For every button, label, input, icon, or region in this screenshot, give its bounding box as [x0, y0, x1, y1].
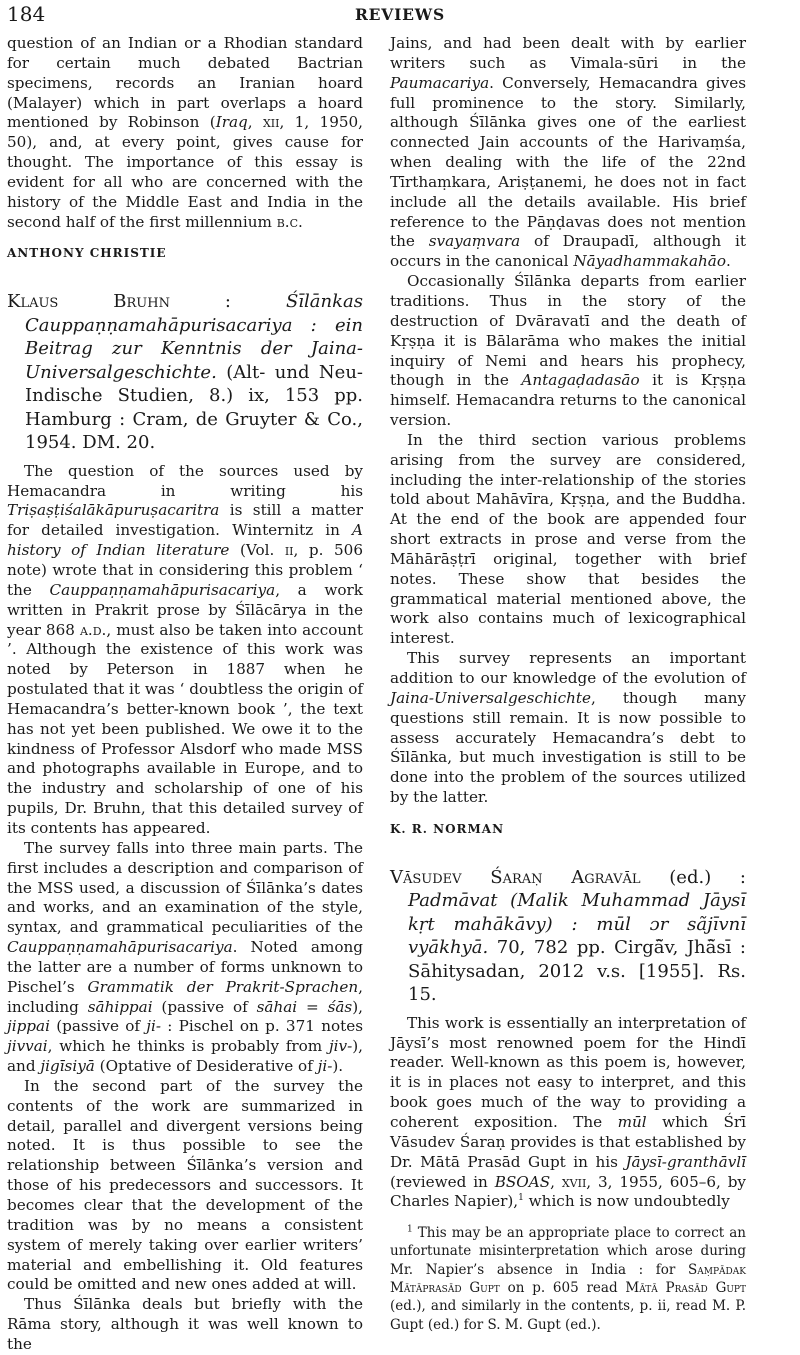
review-paragraph: Thus Śīlānka deals but briefly with the Rāma story, although it was well known to the [7, 1295, 363, 1353]
review-paragraph: This survey represents an important addition to our knowledge of the evolution of Jaina-Universalgeschichte, though many questions still remain. It is now possible to assess accurately Hemacandra’s debt to Śīlānka, but much investigation is still to be done into the problem of the sources utilized by the latter. [390, 649, 746, 807]
running-head: REVIEWS [355, 5, 445, 24]
review-paragraph: The question of the sources used by Hemacandra in writing his Triṣaṣṭiśalākāpuruṣacaritra is still a matter for detailed investigation. Winternitz in A history of Indian literature (Vol. ii, p. 506 note) wrote that in considering this problem ‘ the Cauppaṇṇamahāpurisacariya, a work written in Prakrit prose by Śīlācārya in the year 868 a.d., must also be taken into account ’. Although the existence of this work was noted by Peterson in 1887 when he postulated that it was ‘ doubtless the origin of Hemacandra’s better-known book ’, the text has not yet been published. We owe it to the kindness of Professor Alsdorf who made MSS and photographs available in Europe, and to the industry and scholarship of one of his pupils, Dr. Bruhn, that this detailed survey of its contents has appeared. [7, 461, 364, 837]
previous-review-continuation: question of an Indian or a Rhodian standard for certain much debated Bactrian specimens, records an Iranian hoard (Malayer) which in part overlaps a hoard mentioned by Robinson (Iraq, xii, 1, 1950, 50), and, at every point, gives cause for thought. The importance of this essay is evident for all who are concerned with the history of the Middle East and India in the second half of the first millennium b.c. [7, 34, 364, 231]
review-heading-agraval: Vāsudev Śaraṇ Agravāl (ed.) : Padmāvat (Malik Muhammad Jāysī kṛt mahākāvy) : mūl ɔr sãjīvnī vyākhyā. 70, 782 pp. Cirgā̃v, Jhā̃sī : Sāhitysadan, 2012 v.s. [1955]. Rs. 15. [390, 866, 746, 1006]
review-heading-bruhn: Klaus Bruhn : Śīlānkas Cauppaṇṇamahāpurisacariya : ein Beitrag zur Kenntnis der Jaina-Universalgeschichte. (Alt- und Neu-Indische Studien, 8.) ix, 153 pp. Hamburg : Cram, de Gruyter & Co., 1954. DM. 20. [7, 291, 363, 454]
footnote-reference[interactable]: 1 [518, 1193, 524, 1204]
reviewer-signature: ANTHONY CHRISTIE [7, 246, 167, 261]
review-paragraph: Occasionally Śīlānka departs from earlier traditions. Thus in the story of the destruction of Dvāravatī and the death of Kṛṣṇa it is Bālarāma who makes the initial inquiry of Nemi and hears his prophecy, though in the Antagaḍadasāo it is Kṛṣṇa himself. Hemacandra returns to the canonical version. [390, 272, 746, 430]
review-paragraph: This work is essentially an interpretation of Jāysī’s most renowned poem for the Hindī reader. Well-known as this poem is, however, it is in places not easy to interpret, and this book goes much of the way to providing a coherent exposition. The mūl which Śrī Vāsudev Śaraṇ provides is that established by Dr. Mātā Prasād Gupt in his Jāysī-granthāvlī (reviewed in BSOAS, xvii, 3, 1955, 605–6, by Charles Napier),$^1$ which is now undoubtedly [390, 1013, 747, 1211]
right-column [390, 34, 746, 1334]
review-paragraph: In the third section various problems arising from the survey are considered, including the inter-relationship of the stories told about Mahāvīra, Kṛṣṇa, and the Buddha. At the end of the book are appended four short extracts in prose and verse from the Māhārāṣṭrī original, together with brief notes. These show that besides the grammatical material mentioned above, the work also contains much of lexicographical interest. [390, 430, 746, 648]
footnote-marker: 1 [407, 1224, 413, 1235]
reviewer-signature: K. R. NORMAN [390, 821, 505, 836]
review-paragraph: Jains, and had been dealt with by earlier writers such as Vimala-sūri in the Paumacariya. Conversely, Hemacandra gives full prominence to the story. Similarly, although Śīlānka gives one of the earliest connected Jain accounts of the Harivaṃśa, when dealing with the life of the 22nd Tīrthaṃkara, Ariṣṭanemi, he does not in fact include all the details available. His brief reference to the Pāṇḍavas does not mention the svayaṃvara of Draupadī, although it occurs in the canonical Nāyadhammakahāo. [390, 34, 746, 271]
page-number: 184 [7, 2, 46, 26]
left-column [7, 34, 363, 1355]
review-paragraph: In the second part of the survey the contents of the work are summarized in detail, parallel and divergent versions being noted. It is thus possible to see the relationship between Śīlānka’s version and those of his predecessors and successors. It becomes clear that the development of the tradition was by no means a consistent system of merely taking over earlier writers’ material and embellishing it. Old features could be omitted and new ones added at will. [7, 1076, 363, 1294]
footnote: $^1$ This may be an appropriate place to correct an unfortunate misinterpretation which arose during Mr. Napier’s absence in India : for Saṃpādak Mātāprasād Gupt on p. 605 read Mātā Prasād Gupt (ed.), and similarly in the contents, p. ii, read M. P. Gupt (ed.) for S. M. Gupt (ed.). [390, 1224, 746, 1333]
review-paragraph: The survey falls into three main parts. The first includes a description and comparison of the MSS used, a discussion of Śīlānka’s dates and works, and an examination of the style, syntax, and grammatical peculiarities of the Cauppaṇṇamahāpurisacariya. Noted among the latter are a number of forms unknown to Pischel’s Grammatik der Prakrit-Sprachen, including sāhippai (passive of sāhai = śās), jippai (passive of ji- : Pischel on p. 371 notes jivvai, which he thinks is probably from jiv-), and jigīsiyā (Optative of Desiderative of ji-). [7, 838, 363, 1076]
